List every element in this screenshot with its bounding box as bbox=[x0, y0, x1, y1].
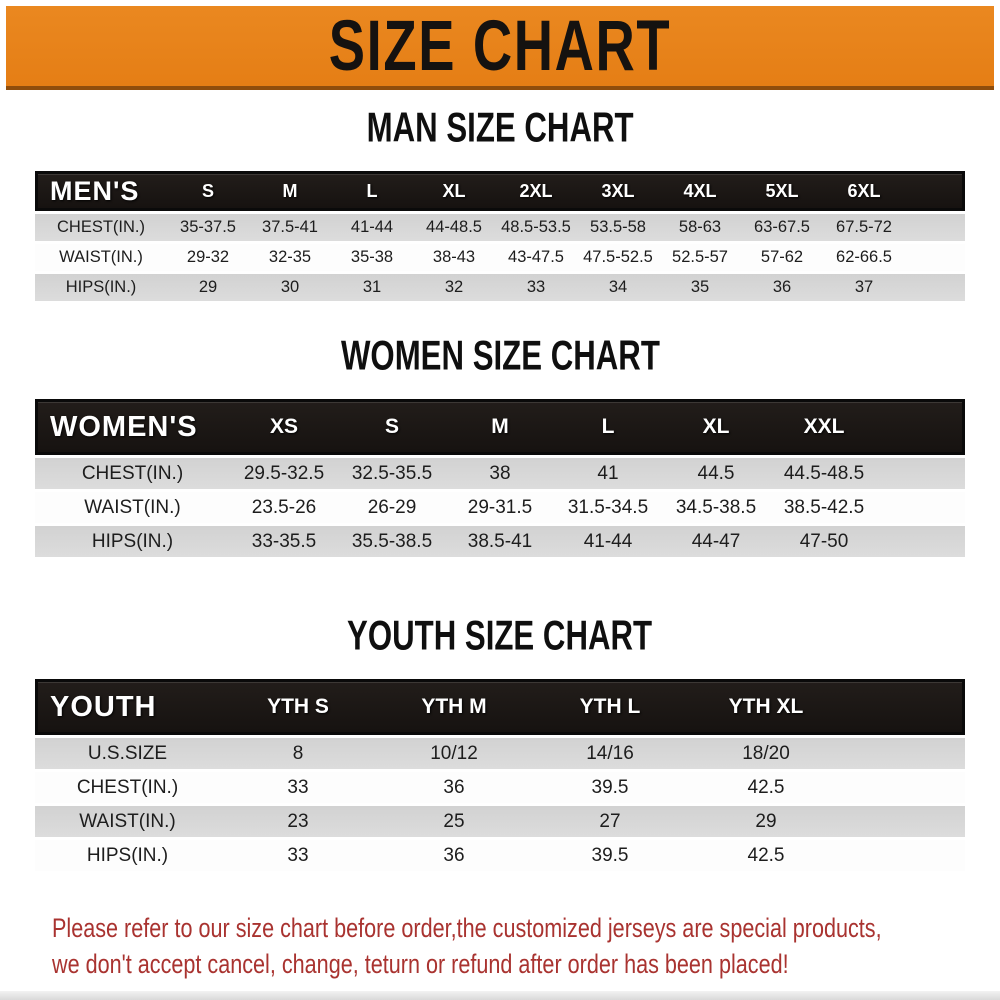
disclaimer-line-2: we don't accept cancel, change, teturn or refund after order has been placed! bbox=[52, 949, 789, 979]
size-cell: 42.5 bbox=[688, 772, 844, 803]
men-size-header: 4XL bbox=[659, 171, 741, 211]
women-size-header: XXL bbox=[770, 399, 878, 455]
size-cell: 44.5-48.5 bbox=[770, 458, 878, 489]
man-section-title: MAN SIZE CHART bbox=[366, 104, 634, 152]
size-cell: 44-47 bbox=[662, 526, 770, 557]
men-size-header: S bbox=[167, 171, 249, 211]
disclaimer-line-1: Please refer to our size chart before order,the customized jerseys are special products, bbox=[52, 913, 882, 943]
size-cell: 29 bbox=[167, 274, 249, 301]
youth-waist-row bbox=[35, 806, 965, 837]
row-label: U.S.SIZE bbox=[35, 738, 220, 769]
size-cell: 32 bbox=[413, 274, 495, 301]
women-chest-row bbox=[35, 458, 965, 489]
youth-section-title: YOUTH SIZE CHART bbox=[347, 612, 653, 660]
size-cell: 25 bbox=[376, 806, 532, 837]
filler-header-cell bbox=[905, 171, 965, 211]
filler-cell bbox=[905, 214, 965, 241]
size-cell: 36 bbox=[376, 840, 532, 871]
size-cell: 67.5-72 bbox=[823, 214, 905, 241]
size-cell: 35.5-38.5 bbox=[338, 526, 446, 557]
size-cell: 39.5 bbox=[532, 772, 688, 803]
size-cell: 38.5-41 bbox=[446, 526, 554, 557]
women-waist-row bbox=[35, 492, 965, 523]
men-corner-header: MEN'S bbox=[35, 171, 167, 211]
men-header-row bbox=[35, 171, 965, 211]
youth-chest-row bbox=[35, 772, 965, 803]
men-size-header: M bbox=[249, 171, 331, 211]
size-cell: 29.5-32.5 bbox=[230, 458, 338, 489]
row-label: WAIST(IN.) bbox=[35, 806, 220, 837]
size-cell: 39.5 bbox=[532, 840, 688, 871]
row-label: CHEST(IN.) bbox=[35, 772, 220, 803]
filler-cell bbox=[844, 840, 965, 871]
size-cell: 32.5-35.5 bbox=[338, 458, 446, 489]
youth-size-header: YTH L bbox=[532, 679, 688, 735]
size-cell: 41 bbox=[554, 458, 662, 489]
size-cell: 36 bbox=[741, 274, 823, 301]
row-label: WAIST(IN.) bbox=[35, 492, 230, 523]
size-cell: 31.5-34.5 bbox=[554, 492, 662, 523]
size-cell: 33 bbox=[495, 274, 577, 301]
women-header-row bbox=[35, 399, 965, 455]
size-cell: 48.5-53.5 bbox=[495, 214, 577, 241]
men-size-header: 5XL bbox=[741, 171, 823, 211]
size-cell: 26-29 bbox=[338, 492, 446, 523]
youth-hips-row bbox=[35, 840, 965, 871]
size-cell: 30 bbox=[249, 274, 331, 301]
youth-size-header: YTH M bbox=[376, 679, 532, 735]
size-cell: 29-32 bbox=[167, 244, 249, 271]
youth-header-row bbox=[35, 679, 965, 735]
women-size-header: S bbox=[338, 399, 446, 455]
women-hips-row bbox=[35, 526, 965, 557]
size-cell: 44-48.5 bbox=[413, 214, 495, 241]
size-cell: 35-38 bbox=[331, 244, 413, 271]
women-size-header: XL bbox=[662, 399, 770, 455]
banner bbox=[6, 6, 994, 90]
size-cell: 41-44 bbox=[331, 214, 413, 241]
men-size-header: XL bbox=[413, 171, 495, 211]
size-cell: 36 bbox=[376, 772, 532, 803]
size-cell: 31 bbox=[331, 274, 413, 301]
filler-cell bbox=[844, 772, 965, 803]
row-label: WAIST(IN.) bbox=[35, 244, 167, 271]
filler-cell bbox=[844, 806, 965, 837]
size-cell: 38 bbox=[446, 458, 554, 489]
filler-header-cell bbox=[844, 679, 965, 735]
size-cell: 57-62 bbox=[741, 244, 823, 271]
size-cell: 37.5-41 bbox=[249, 214, 331, 241]
size-cell: 47.5-52.5 bbox=[577, 244, 659, 271]
men-size-header: 6XL bbox=[823, 171, 905, 211]
size-cell: 14/16 bbox=[532, 738, 688, 769]
size-cell: 33 bbox=[220, 840, 376, 871]
size-cell: 29 bbox=[688, 806, 844, 837]
size-cell: 34.5-38.5 bbox=[662, 492, 770, 523]
women-size-header: XS bbox=[230, 399, 338, 455]
men-waist-row bbox=[35, 244, 965, 271]
row-label: HIPS(IN.) bbox=[35, 840, 220, 871]
row-label: CHEST(IN.) bbox=[35, 458, 230, 489]
size-cell: 62-66.5 bbox=[823, 244, 905, 271]
size-cell: 35-37.5 bbox=[167, 214, 249, 241]
men-size-table bbox=[35, 168, 965, 304]
bottom-edge-strip bbox=[0, 991, 1000, 1000]
size-cell: 29-31.5 bbox=[446, 492, 554, 523]
women-size-header: M bbox=[446, 399, 554, 455]
size-cell: 38.5-42.5 bbox=[770, 492, 878, 523]
men-size-header: 3XL bbox=[577, 171, 659, 211]
youth-ussize-row bbox=[35, 738, 965, 769]
size-cell: 38-43 bbox=[413, 244, 495, 271]
size-cell: 27 bbox=[532, 806, 688, 837]
row-label: CHEST(IN.) bbox=[35, 214, 167, 241]
filler-cell bbox=[878, 492, 965, 523]
size-cell: 23.5-26 bbox=[230, 492, 338, 523]
size-cell: 52.5-57 bbox=[659, 244, 741, 271]
page-title: SIZE CHART bbox=[328, 6, 672, 86]
size-cell: 44.5 bbox=[662, 458, 770, 489]
men-chest-row bbox=[35, 214, 965, 241]
size-cell: 23 bbox=[220, 806, 376, 837]
women-corner-header: WOMEN'S bbox=[35, 399, 230, 455]
filler-cell bbox=[905, 274, 965, 301]
disclaimer bbox=[0, 910, 1000, 982]
size-cell: 10/12 bbox=[376, 738, 532, 769]
size-cell: 35 bbox=[659, 274, 741, 301]
youth-size-header: YTH XL bbox=[688, 679, 844, 735]
row-label: HIPS(IN.) bbox=[35, 274, 167, 301]
size-cell: 43-47.5 bbox=[495, 244, 577, 271]
size-cell: 42.5 bbox=[688, 840, 844, 871]
filler-cell bbox=[878, 458, 965, 489]
men-size-header: L bbox=[331, 171, 413, 211]
size-cell: 33-35.5 bbox=[230, 526, 338, 557]
filler-cell bbox=[844, 738, 965, 769]
youth-corner-header: YOUTH bbox=[35, 679, 220, 735]
men-hips-row bbox=[35, 274, 965, 301]
size-cell: 47-50 bbox=[770, 526, 878, 557]
women-size-table bbox=[35, 396, 965, 560]
filler-cell bbox=[878, 526, 965, 557]
men-size-header: 2XL bbox=[495, 171, 577, 211]
youth-size-table bbox=[35, 676, 965, 874]
size-cell: 37 bbox=[823, 274, 905, 301]
size-cell: 34 bbox=[577, 274, 659, 301]
filler-cell bbox=[905, 244, 965, 271]
size-cell: 8 bbox=[220, 738, 376, 769]
youth-size-header: YTH S bbox=[220, 679, 376, 735]
size-cell: 33 bbox=[220, 772, 376, 803]
size-cell: 32-35 bbox=[249, 244, 331, 271]
women-size-header: L bbox=[554, 399, 662, 455]
size-cell: 63-67.5 bbox=[741, 214, 823, 241]
size-cell: 18/20 bbox=[688, 738, 844, 769]
women-section-title: WOMEN SIZE CHART bbox=[340, 332, 660, 380]
filler-header-cell bbox=[878, 399, 965, 455]
row-label: HIPS(IN.) bbox=[35, 526, 230, 557]
size-cell: 58-63 bbox=[659, 214, 741, 241]
size-cell: 41-44 bbox=[554, 526, 662, 557]
size-cell: 53.5-58 bbox=[577, 214, 659, 241]
